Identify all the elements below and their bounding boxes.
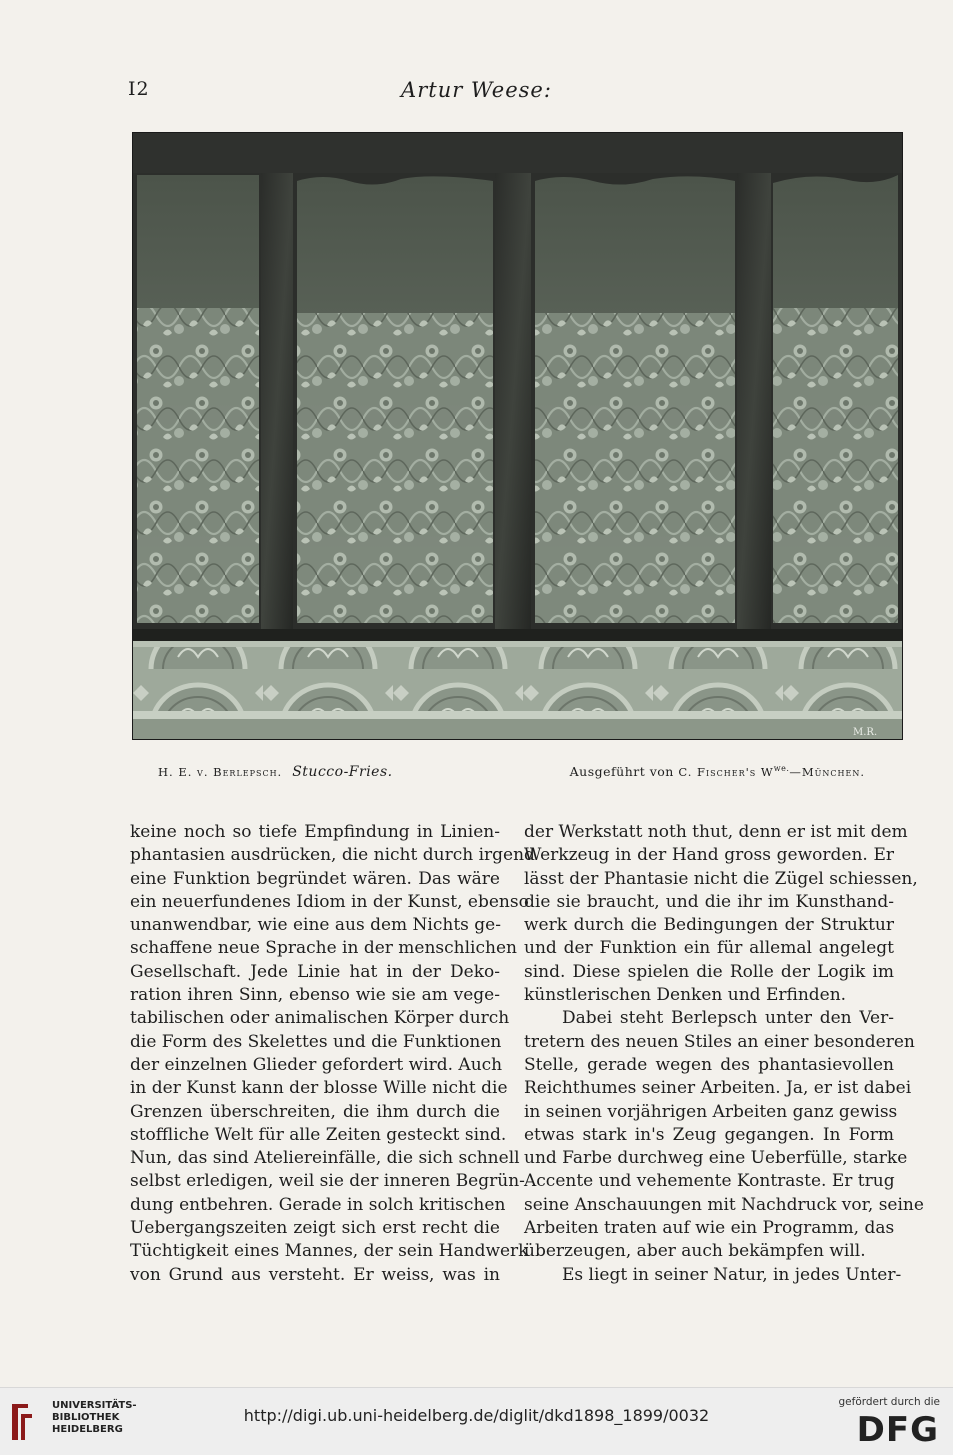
footer-bar [0,1387,953,1455]
text-line: tretern des neuen Stiles an einer besonderen [524,1031,915,1052]
library-name-line: UNIVERSITÄTS- [52,1400,137,1411]
text-line: Reichthumes seiner Arbeiten. Ja, er ist dabei [524,1078,912,1099]
dfg-logo: DFG [856,1410,939,1450]
text-line: Accente und vehemente Kontraste. Er trug [524,1171,895,1192]
text-column-left [130,821,535,1287]
text-line: unanwendbar, wie eine aus dem Nichts ge- [130,915,501,936]
text-line: schaffene neue Sprache in der menschlichen [130,938,517,959]
text-line: Stelle, gerade wegen des phantasievollen [524,1054,894,1075]
text-column-right [524,821,924,1287]
text-line: tabilischen oder animalischen Körper durch [130,1008,510,1029]
stucco-panel [297,176,493,623]
text-line: sind. Diese spielen die Rolle der Logik im [524,961,894,982]
text-line: seine Anschauungen mit Nachdruck vor, seine [524,1194,924,1215]
text-line: Grenzen überschreiten, die ihm durch die [130,1101,500,1122]
stucco-frieze-photograph [133,133,902,739]
text-line: eine Funktion begründet wären. Das wäre [130,868,500,889]
text-line: dung entbehren. Gerade in solch kritischen [130,1194,506,1215]
plate-caption-credit [570,764,865,779]
text-line: selbst erledigen, weil sie der inneren Begrün- [130,1171,525,1192]
source-url-link[interactable]: http://digi.ub.uni-heidelberg.de/diglit/dkd1898_1899/0032 [243,1406,710,1425]
text-line: phantasien ausdrücken, die nicht durch irgend [130,845,535,866]
plate-title: Stucco-Fries. [292,764,393,780]
text-line: Arbeiten traten auf wie ein Programm, das [524,1218,895,1239]
text-line: Werkzeug in der Hand gross geworden. Er [524,845,894,866]
text-line: ein neuerfundenes Idiom in der Kunst, ebenso [130,891,529,912]
library-name-line: BIBLIOTHEK [52,1412,120,1423]
text-line: in seinen vorjährigen Arbeiten ganz gewiss [524,1101,898,1122]
text-line: etwas stark in's Zeug gegangen. In Form [524,1124,894,1145]
text-line: von Grund aus versteht. Er weiss, was in [130,1264,500,1285]
stucco-panel [137,175,259,623]
running-head: Artur Weese: [401,78,552,102]
credit-sup: we. [773,764,790,773]
credit-city: —München. [789,765,865,780]
text-line: keine noch so tiefe Empfindung in Linien- [130,822,500,842]
text-line: werk durch die Bedingungen der Struktur [524,915,894,936]
text-line: Tüchtigkeit eines Mannes, der sein Handwerk [130,1241,529,1262]
stucco-panel [773,175,898,623]
library-name-line: HEIDELBERG [52,1424,123,1435]
text-line: die sie braucht, und die ihr im Kunsthand- [524,891,894,912]
text-line: ration ihren Sinn, ebenso wie sie am vege- [130,985,500,1006]
text-line: Gesellschaft. Jede Linie hat in der Deko- [130,961,500,982]
credit-firm: C. Fischer's W [678,765,774,780]
text-line: der Werkstatt noth thut, denn er ist mit dem [524,822,908,842]
text-line: stoffliche Welt für alle Zeiten gesteckt sind. [130,1124,507,1145]
text-line: und Farbe durchweg eine Ueberfülle, starke [524,1148,908,1169]
text-line: Es liegt in seiner Natur, in jedes Unter- [562,1264,902,1285]
plate-caption-artist [158,764,393,780]
credit-prefix: Ausgeführt von [569,764,674,780]
text-line: künstlerischen Denken und Erfinden. [524,985,847,1006]
page-number: I2 [128,78,150,100]
artist-name: H. E. v. Berlepsch. [158,765,283,779]
text-line: in der Kunst kann der blosse Wille nicht die [130,1078,508,1099]
text-line: Uebergangszeiten zeigt sich erst recht die [130,1218,500,1239]
text-line: Dabei steht Berlepsch unter den Ver- [562,1008,894,1029]
text-line: der einzelnen Glieder gefordert wird. Auch [130,1054,503,1075]
text-line: die Form des Skelettes und die Funktionen [130,1031,502,1052]
monogram: M.R. [853,727,878,738]
stucco-panel [535,176,735,623]
text-line: überzeugen, aber auch bekämpfen will. [524,1241,866,1262]
funded-by-label: gefördert durch die [838,1396,940,1408]
text-line: lässt der Phantasie nicht die Zügel schiessen, [524,868,918,889]
text-line: und der Funktion ein für allemal angelegt [524,938,894,959]
text-line: Nun, das sind Ateliereinfälle, die sich schnell [130,1148,520,1169]
